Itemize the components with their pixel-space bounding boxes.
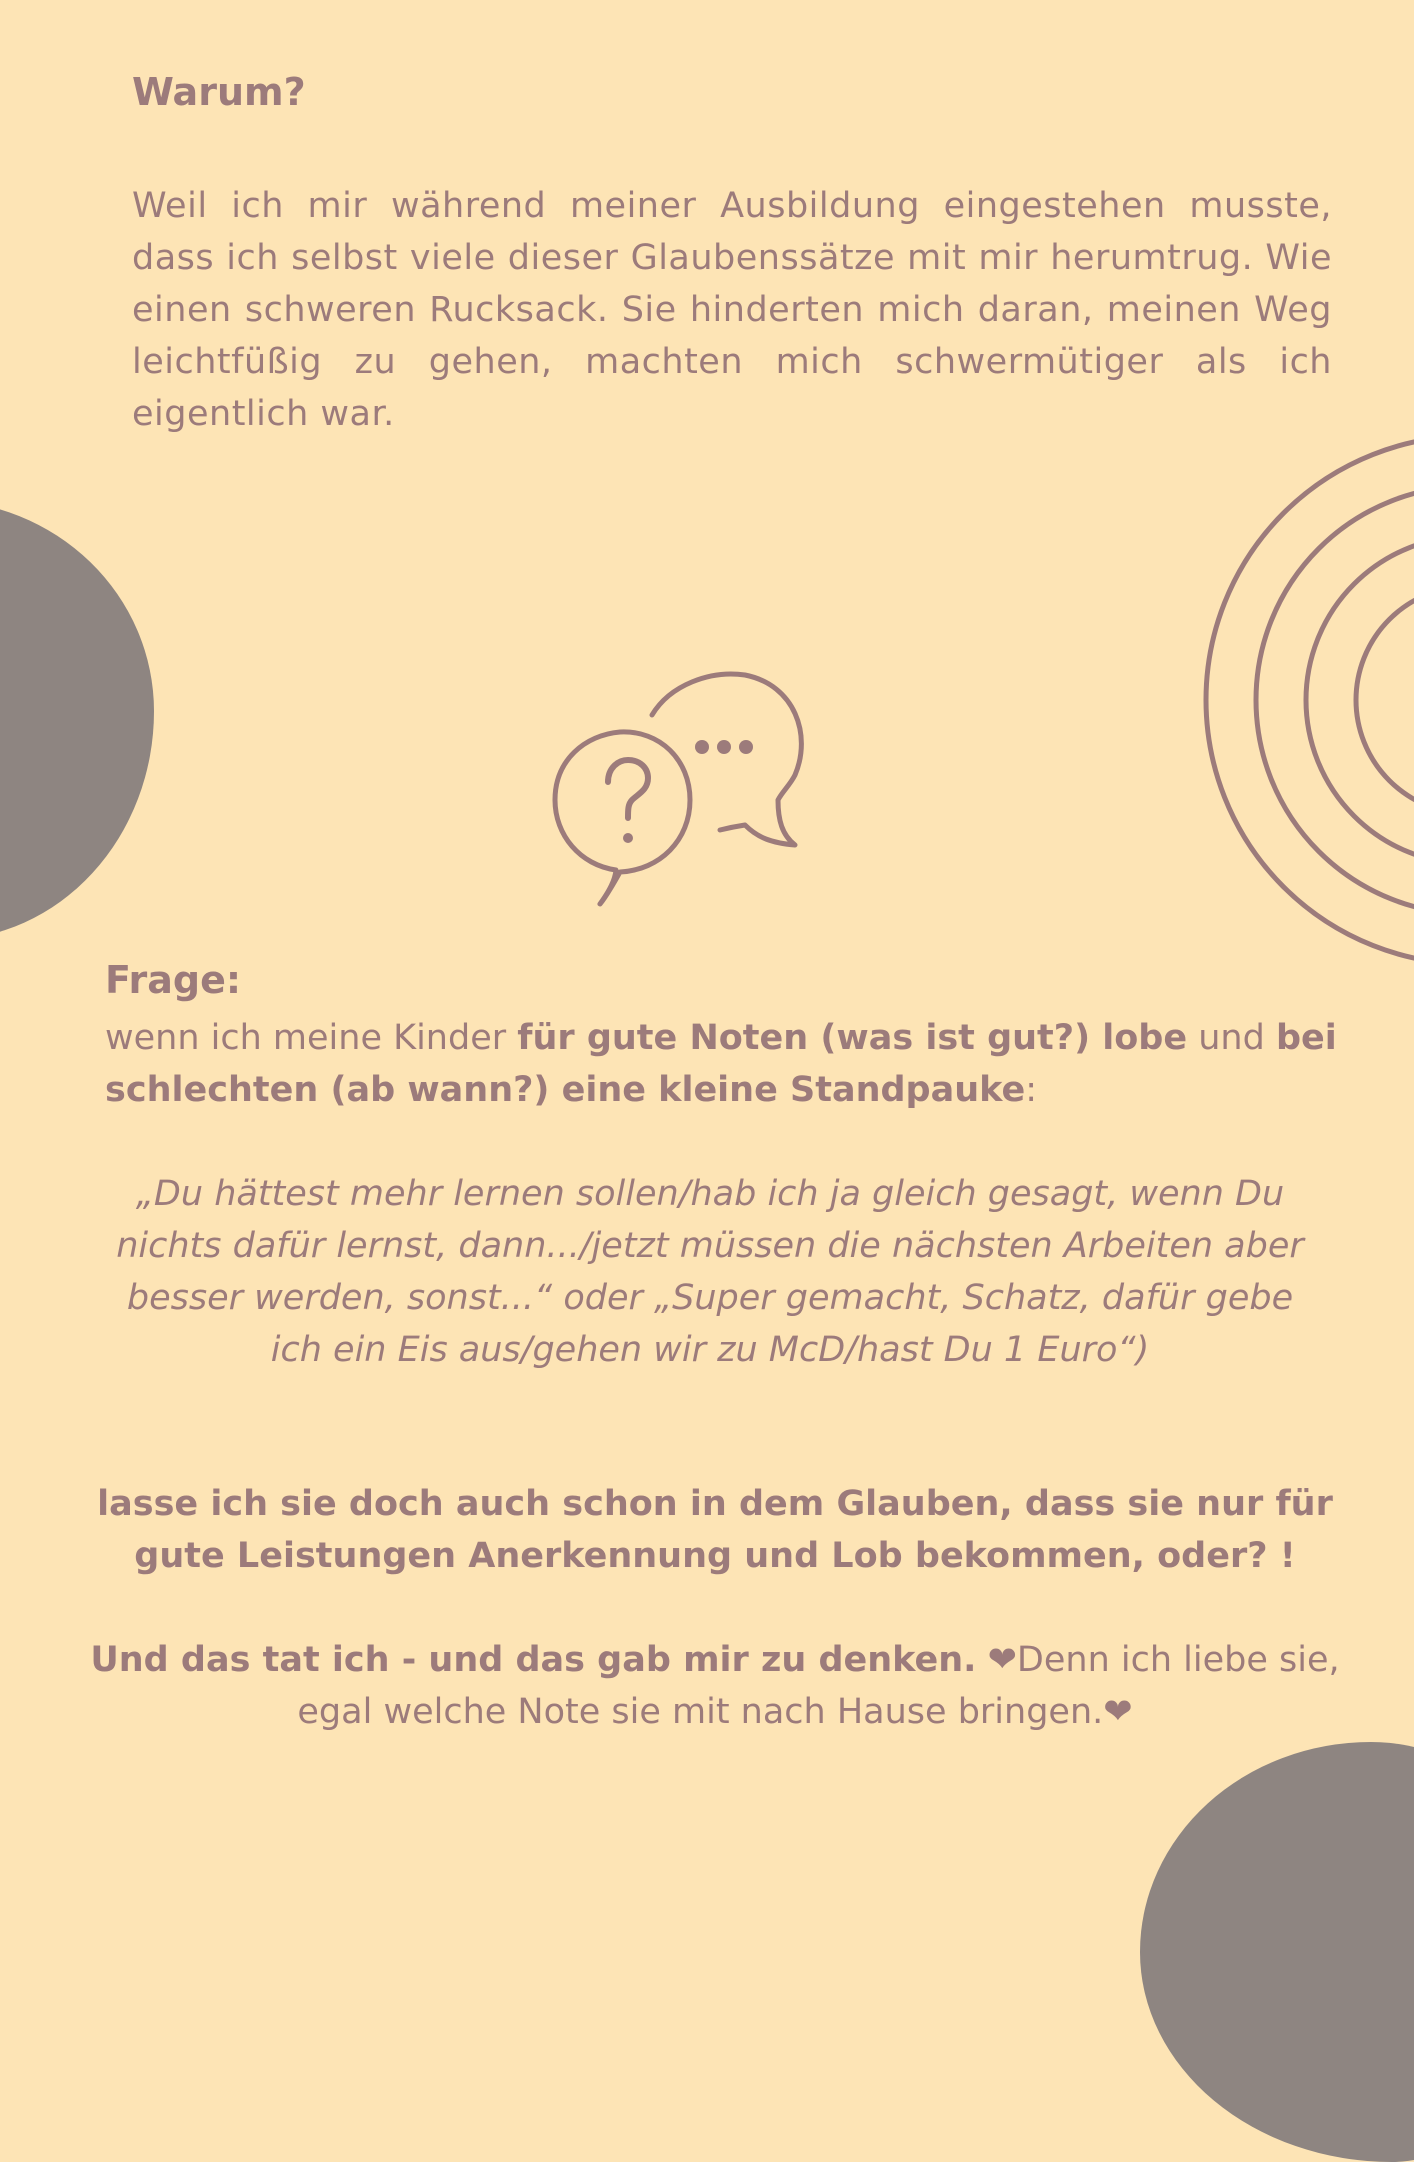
section-heading-warum: Warum? — [132, 70, 306, 114]
section-heading-frage: Frage: — [105, 958, 242, 1002]
ellipsis-icon — [695, 740, 753, 754]
emphasis-bad-grades: bei schlechten (ab wann?) eine kleine Standpauke — [105, 1018, 1337, 1110]
chat-bubbles-icon — [520, 660, 820, 920]
question-mark-icon — [608, 760, 648, 843]
emphasis-good-grades: für gute Noten (was ist gut?) lobe — [517, 1018, 1188, 1058]
decorative-blob-left — [0, 500, 154, 940]
paragraph-frage-intro: wenn ich meine Kinder für gute Noten (was ist gut?) lobe und bei schlechten (ab wann?) eine kleine Standpauke: — [105, 1018, 1337, 1110]
decorative-blob-bottom-right — [1140, 1742, 1414, 2162]
paragraph-conclusion: lasse ich sie doch auch schon in dem Glauben, dass sie nur für gute Leistungen Anerkennung und Lob bekommen, oder? ! — [97, 1484, 1333, 1576]
quote-block: „Du hättest mehr lernen sollen/hab ich ja gleich gesagt, wenn Du nichts dafür lernst, dann.../jetzt müssen die nächsten Arbeiten aber besser werden, sonst...“ oder „Super gemacht, Schatz, dafür gebe ich ein Eis aus/gehen wir zu McD/hast Du 1 Euro“) — [116, 1174, 1304, 1370]
closing-emphasis: Und das tat ich - und das gab mir zu denken. — [90, 1640, 977, 1680]
paragraph-closing: Und das tat ich - und das gab mir zu denken. ❤Denn ich liebe sie, egal welche Note sie mit nach Hause bringen.❤ — [90, 1640, 1340, 1732]
paragraph-warum: Weil ich mir während meiner Ausbildung eingestehen musste, dass ich selbst viele dieser Glaubenssätze mit mir herumtrug. Wie einen schweren Rucksack. Sie hinderten mich daran, meinen Weg leichtfüßig zu gehen, machten mich schwermütiger als ich eigentlich war. — [132, 186, 1332, 434]
concentric-circles-decoration — [1200, 430, 1414, 970]
